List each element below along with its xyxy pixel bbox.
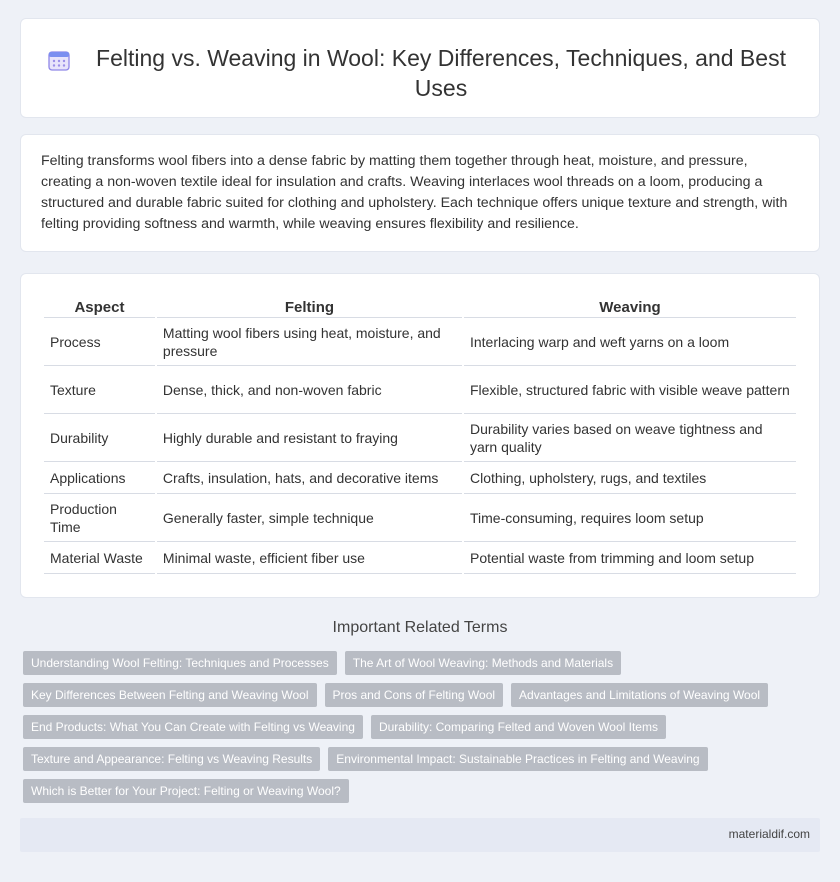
comparison-table (42, 294, 798, 574)
table-row (44, 494, 796, 542)
felting-cell: Matting wool fibers using heat, moisture, and pressure (157, 318, 462, 366)
felting-cell: Minimal waste, efficient fiber use (157, 542, 462, 574)
table-row (44, 462, 796, 494)
table-row (44, 366, 796, 414)
aspect-cell: Applications (44, 462, 155, 494)
weaving-cell: Potential waste from trimming and loom setup (464, 542, 796, 574)
intro-card (20, 134, 820, 252)
aspect-cell: Process (44, 318, 155, 366)
related-term-tag[interactable]: Advantages and Limitations of Weaving Wool (511, 683, 768, 707)
related-term-tag[interactable]: Environmental Impact: Sustainable Practices in Felting and Weaving (328, 747, 707, 771)
felting-cell: Dense, thick, and non-woven fabric (157, 366, 462, 414)
related-term-tag[interactable]: Key Differences Between Felting and Weaving Wool (23, 683, 317, 707)
related-term-tag[interactable]: Durability: Comparing Felted and Woven Wool Items (371, 715, 666, 739)
weaving-cell: Interlacing warp and weft yarns on a loom (464, 318, 796, 366)
felting-cell: Generally faster, simple technique (157, 494, 462, 542)
footer (20, 818, 820, 852)
column-header-felting: Felting (157, 294, 462, 318)
related-term-tag[interactable]: Which is Better for Your Project: Felting or Weaving Wool? (23, 779, 349, 803)
header-card (20, 18, 820, 118)
weaving-cell: Flexible, structured fabric with visible weave pattern (464, 366, 796, 414)
aspect-cell: Durability (44, 414, 155, 462)
related-term-tag[interactable]: End Products: What You Can Create with Felting vs Weaving (23, 715, 363, 739)
aspect-cell: Production Time (44, 494, 155, 542)
weaving-cell: Clothing, upholstery, rugs, and textiles (464, 462, 796, 494)
calendar-icon (48, 49, 70, 71)
related-term-tag[interactable]: The Art of Wool Weaving: Methods and Materials (345, 651, 621, 675)
column-header-weaving: Weaving (464, 294, 796, 318)
related-term-tag[interactable]: Understanding Wool Felting: Techniques and Processes (23, 651, 337, 675)
related-terms-title: Important Related Terms (332, 619, 508, 636)
related-terms-list (23, 651, 823, 811)
table-row (44, 542, 796, 574)
related-term-tag[interactable]: Texture and Appearance: Felting vs Weaving Results (23, 747, 320, 771)
table-row (44, 318, 796, 366)
page-title: Felting vs. Weaving in Wool: Key Differences, Techniques, and Best Uses (96, 45, 786, 101)
footer-site-link[interactable]: materialdif.com (728, 827, 810, 841)
aspect-cell: Texture (44, 366, 155, 414)
column-header-aspect: Aspect (44, 294, 155, 318)
weaving-cell: Time-consuming, requires loom setup (464, 494, 796, 542)
felting-cell: Crafts, insulation, hats, and decorative items (157, 462, 462, 494)
table-header-row (44, 294, 796, 318)
intro-paragraph: Felting transforms wool fibers into a dense fabric by matting them together through heat, moisture, and pressure, creating a non-woven textile ideal for insulation and crafts. Weaving interlaces wool threads on a loom, producing a structured and durable fabric suited for clothing and upholstery. Each technique offers unique texture and strength, with felting providing softness and warmth, while weaving ensures flexibility and resilience. (41, 153, 788, 232)
weaving-cell: Durability varies based on weave tightness and yarn quality (464, 414, 796, 462)
comparison-table-card (20, 273, 820, 598)
aspect-cell: Material Waste (44, 542, 155, 574)
table-row (44, 414, 796, 462)
related-term-tag[interactable]: Pros and Cons of Felting Wool (325, 683, 504, 707)
felting-cell: Highly durable and resistant to fraying (157, 414, 462, 462)
